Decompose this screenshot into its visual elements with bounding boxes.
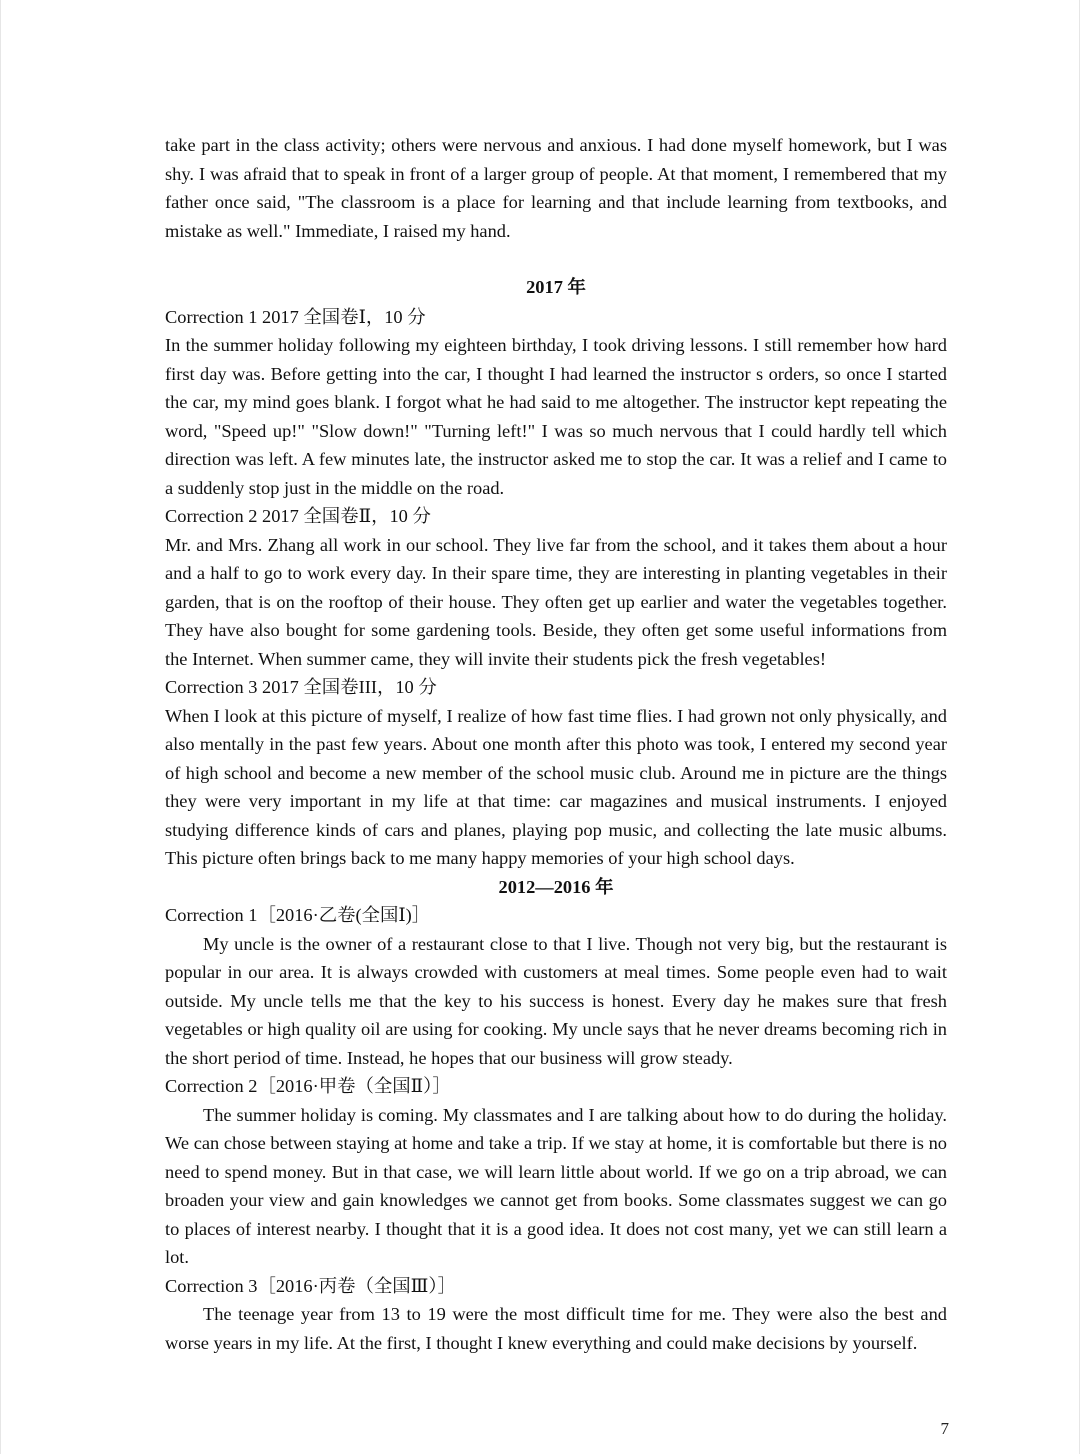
section-heading-2012-2016: 2012—2016 年: [498, 876, 614, 897]
page-content: [165, 131, 947, 1357]
section-heading-2017: 2017 年: [526, 277, 586, 297]
correction-label-2016-2: Correction 2［2016·甲卷（全国Ⅱ）］: [165, 1076, 451, 1096]
intro-paragraph: take part in the class activity; others were nervous and anxious. I had done myself homework, but I was shy. I was afraid that to speak in front of a larger group of people. At that moment, I remembered that my father once said, "The classroom is a place for learning and that include learning from textbooks, and mistake as well." Immediate, I raised my hand.: [165, 135, 947, 241]
correction-text-2016-1: My uncle is the owner of a restaurant close to that I live. Though not very big, but the restaurant is popular in our area. It is always crowded with customers at meal times. Some people even had to wait outside. My uncle tells me that the key to his success is honest. Every day he makes sure that fresh vegetables or high quality oil are using for cooking. My uncle says that he never dreams becoming rich in the short period of time. Instead, he hopes that our business will grow steady.: [165, 933, 947, 1068]
correction-text-2017-1: In the summer holiday following my eighteen birthday, I took driving lessons. I still remember how hard first day was. Before getting into the car, I thought I had learned the instructor s orders, so once I started the car, my mind goes blank. I forgot what he had said to me altogether. The instructor kept repeating the word, "Speed up!" "Slow down!" "Turning left!" I was so much nervous that I could hardly tell which direction was left. A few minutes late, the instructor asked me to stop the car. It was a relief and I came to a suddenly stop just in the middle on the road.: [165, 335, 947, 498]
correction-text-2016-3: The teenage year from 13 to 19 were the most difficult time for me. They were also the best and worse years in my life. At the first, I thought I knew everything and could make decisions by yourself.: [165, 1304, 947, 1353]
correction-text-2017-3: When I look at this picture of myself, I realize of how fast time flies. I had grown not only physically, and also mentally in the past few years. About one month after this photo was took, I entered my second year of high school and become a new member of the school music club. Around me in picture are the things they were very important in my life at that time: car magazines and musical instruments. I enjoyed studying difference kinds of cars and planes, playing pop music, and collecting the late music albums. This picture often brings back to me many happy memories of your high school days.: [165, 705, 947, 868]
correction-label-2017-1: Correction 1 2017 全国卷Ⅰ，10 分: [165, 306, 426, 327]
correction-label-2016-3: Correction 3［2016·丙卷（全国Ⅲ）］: [165, 1275, 457, 1296]
correction-text-2016-2: The summer holiday is coming. My classmates and I are talking about how to do during the holiday. We can chose between staying at home and take a trip. If we stay at home, it is comfortable but there is no need to spend money. But in that case, we will learn little about world. If we go on a trip abroad, we can broaden your view and gain knowledges we cannot get from books. Some classmates suggest we can go to places of interest nearby. I thought that it is a good idea. It does not cost many, yet we can still learn a lot.: [165, 1104, 947, 1267]
correction-label-2017-2: Correction 2 2017 全国卷Ⅱ，10 分: [165, 506, 431, 526]
correction-label-2017-3: Correction 3 2017 全国卷III，10 分: [165, 677, 437, 697]
page-number: 7: [940, 1419, 949, 1438]
correction-label-2016-1: Correction 1［2016·乙卷(全国Ⅰ)］: [165, 905, 431, 925]
correction-text-2017-2: Mr. and Mrs. Zhang all work in our school. They live far from the school, and it takes them about a hour and a half to go to work every day. In their spare time, they are interesting in planting vegetables in their garden, that is on the rooftop of their house. They often get up earlier and water the vegetables together. They have also bought for some gardening tools. Beside, they often get some useful informations from the Internet. When summer came, they will invite their students pick the fresh vegetables!: [165, 534, 947, 669]
